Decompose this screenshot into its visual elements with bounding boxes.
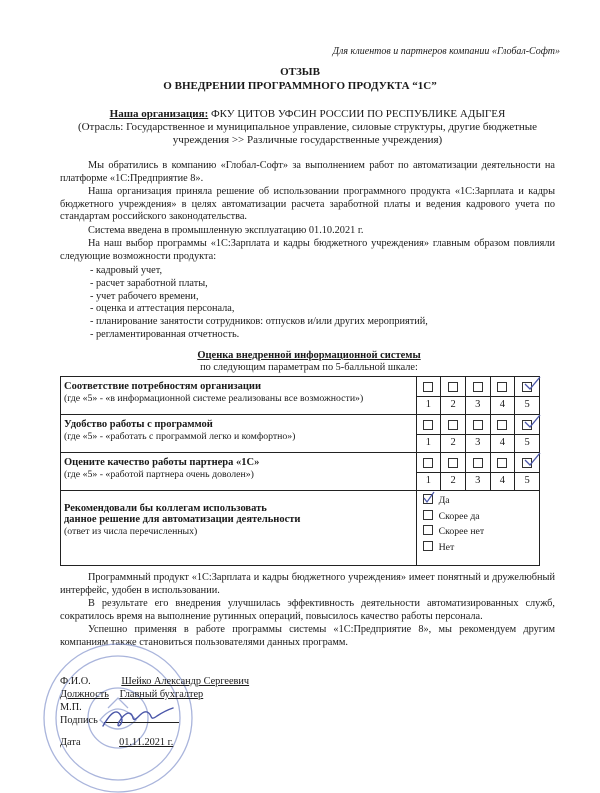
table-row bbox=[61, 415, 540, 453]
position-value: Главный бухгалтер bbox=[119, 689, 204, 700]
intro-paragraph-1: Мы обратились в компанию «Глобал-Софт» за выполнением работ по автоматизации деятельности на платформе «1С:Предприятие 8». bbox=[60, 160, 555, 184]
conclusion-paragraph-2: В результате его внедрения улучшилась эффективность деятельности автоматизированных служб, сократилось время на выполнение рутинных операций, повысилось качество работы персонала. bbox=[60, 598, 555, 622]
intro-paragraph-4: На наш выбор программы «1С:Зарплата и кадры бюджетного учреждения» главным образом повлияли следующие возможности продукта: bbox=[60, 238, 555, 262]
evaluation-table bbox=[60, 376, 540, 566]
features-list bbox=[90, 265, 428, 342]
score-cell bbox=[416, 377, 441, 415]
score-cell bbox=[465, 453, 490, 491]
handwritten-signature bbox=[95, 700, 185, 735]
list-item: - оценка и аттестация персонала, bbox=[90, 303, 235, 315]
score-number: 1 bbox=[417, 434, 441, 450]
score-checkbox[interactable] bbox=[497, 458, 507, 468]
criterion-title: Соответствие потребностям организации bbox=[64, 381, 262, 392]
score-number: 3 bbox=[466, 434, 490, 450]
score-checkbox[interactable] bbox=[423, 458, 433, 468]
criterion-hint: (где «5» - «в информационной системе реализованы все возможности») bbox=[64, 393, 364, 404]
fio-label: Ф.И.О. bbox=[60, 676, 91, 687]
criterion-hint: (где «5» - «работой партнера очень доволен») bbox=[64, 469, 254, 480]
recommend-question-cell bbox=[61, 491, 417, 566]
score-number: 1 bbox=[417, 472, 441, 488]
recommend-title-2: данное решение для автоматизации деятельности bbox=[64, 514, 301, 525]
score-cell bbox=[490, 415, 515, 453]
list-item: - учет рабочего времени, bbox=[90, 290, 199, 302]
criterion-title: Оцените качество работы партнера «1С» bbox=[64, 457, 260, 468]
fio-line bbox=[60, 676, 249, 687]
option-checkbox[interactable] bbox=[423, 525, 433, 535]
score-cell bbox=[465, 415, 490, 453]
score-number: 4 bbox=[491, 472, 515, 488]
organization-name: ФКУ ЦИТОВ УФСИН РОССИИ ПО РЕСПУБЛИКЕ АДЫГЕЯ bbox=[210, 108, 506, 120]
document-title: ОТЗЫВ bbox=[280, 66, 320, 78]
list-item: - расчет заработной платы, bbox=[90, 277, 208, 289]
recommend-option[interactable] bbox=[423, 493, 539, 509]
recommend-hint: (ответ из числа перечисленных) bbox=[64, 526, 198, 537]
score-cell bbox=[515, 453, 540, 491]
table-row bbox=[61, 377, 540, 415]
check-mark-icon bbox=[522, 450, 542, 470]
score-number: 4 bbox=[491, 434, 515, 450]
score-number: 1 bbox=[417, 396, 441, 412]
check-mark-icon bbox=[522, 374, 542, 394]
criterion-cell bbox=[61, 453, 417, 491]
date-line bbox=[60, 737, 173, 748]
recommend-options-cell bbox=[416, 491, 539, 566]
evaluation-title: Оценка внедренной информационной системы bbox=[197, 350, 421, 361]
score-number: 5 bbox=[515, 472, 539, 488]
score-cell bbox=[515, 415, 540, 453]
option-checkbox[interactable] bbox=[423, 510, 433, 520]
organization-industry-1: (Отрасль: Государственное и муниципальное управление, силовые структуры, другие бюджетные bbox=[77, 121, 538, 133]
option-label: Скорее да bbox=[438, 510, 480, 522]
score-number: 2 bbox=[441, 434, 465, 450]
list-item: - кадровый учет, bbox=[90, 265, 163, 276]
date-value: 01.11.2021 г. bbox=[119, 737, 174, 748]
score-checkbox[interactable] bbox=[448, 458, 458, 468]
document-subtitle: О ВНЕДРЕНИИ ПРОГРАММНОГО ПРОДУКТА “1С” bbox=[163, 80, 437, 92]
score-checkbox[interactable] bbox=[473, 382, 483, 392]
organization-label: Наша организация: bbox=[109, 108, 209, 120]
score-cell bbox=[441, 415, 466, 453]
score-number: 5 bbox=[515, 434, 539, 450]
mp-label: М.П. bbox=[60, 702, 82, 713]
score-cell bbox=[416, 415, 441, 453]
option-checkbox[interactable] bbox=[423, 541, 433, 551]
option-label: Скорее нет bbox=[438, 526, 485, 537]
option-label: Да bbox=[438, 495, 450, 506]
table-row bbox=[61, 453, 540, 491]
score-checkbox[interactable] bbox=[448, 382, 458, 392]
score-number: 2 bbox=[441, 396, 465, 412]
score-checkbox[interactable] bbox=[423, 420, 433, 430]
recommend-option[interactable] bbox=[423, 509, 539, 525]
score-number: 3 bbox=[466, 472, 490, 488]
score-checkbox[interactable] bbox=[448, 420, 458, 430]
score-checkbox[interactable] bbox=[473, 458, 483, 468]
organization-industry-2: учреждения >> Различные государственные учреждения) bbox=[172, 134, 443, 146]
table-row bbox=[61, 491, 540, 566]
score-cell bbox=[490, 453, 515, 491]
recommend-option[interactable] bbox=[423, 540, 539, 556]
option-label: Нет bbox=[438, 541, 455, 553]
criterion-title: Удобство работы с программой bbox=[64, 419, 213, 430]
intro-paragraph-2: Наша организация приняла решение об использовании программного продукта «1С:Зарплата и кадры бюджетного учреждения» в целях автоматизации расчета заработной платы и ведения кадрового учета по стандартам российского законодательства. bbox=[60, 186, 555, 222]
fio-value: Шейко Александр Сергеевич bbox=[121, 676, 250, 687]
recommend-title-1: Рекомендовали бы коллегам использовать bbox=[64, 503, 267, 514]
score-checkbox[interactable] bbox=[497, 382, 507, 392]
check-mark-icon bbox=[422, 491, 436, 505]
criterion-cell bbox=[61, 415, 417, 453]
score-cell bbox=[441, 453, 466, 491]
header-note: Для клиентов и партнеров компании «Глобал-Софт» bbox=[332, 46, 560, 57]
score-number: 5 bbox=[515, 396, 539, 412]
evaluation-subtitle: по следующим параметрам по 5-балльной шкале: bbox=[200, 362, 418, 373]
mp-line bbox=[60, 702, 82, 713]
score-number: 4 bbox=[491, 396, 515, 412]
date-label: Дата bbox=[60, 737, 81, 748]
score-checkbox[interactable] bbox=[497, 420, 507, 430]
score-cell bbox=[441, 377, 466, 415]
score-checkbox[interactable] bbox=[473, 420, 483, 430]
score-checkbox[interactable] bbox=[423, 382, 433, 392]
position-line bbox=[60, 689, 203, 700]
intro-paragraph-3: Система введена в промышленную эксплуатацию 01.10.2021 г. bbox=[88, 225, 364, 236]
organization-block bbox=[60, 108, 555, 147]
sign-label: Подпись bbox=[60, 715, 98, 726]
check-mark-icon bbox=[522, 412, 542, 432]
score-cell bbox=[416, 453, 441, 491]
score-number: 3 bbox=[466, 396, 490, 412]
conclusion-paragraph-1: Программный продукт «1С:Зарплата и кадры бюджетного учреждения» имеет понятный и дружелюбный интерфейс, удобен в использовании. bbox=[60, 572, 555, 596]
conclusion-paragraph-3: Успешно применяя в работе программы системы «1С:Предприятие 8», мы рекомендуем другим компаниям также становиться пользователями данных программ. bbox=[60, 624, 555, 648]
list-item: - планирование занятости сотрудников: отпусков и/или других мероприятий, bbox=[90, 316, 428, 328]
score-cell bbox=[490, 377, 515, 415]
position-label: Должность bbox=[60, 689, 109, 700]
criterion-cell bbox=[61, 377, 417, 415]
score-cell bbox=[465, 377, 490, 415]
list-item: - регламентированная отчетность. bbox=[90, 328, 240, 340]
criterion-hint: (где «5» - «работать с программой легко и комфортно») bbox=[64, 431, 296, 442]
recommend-option[interactable] bbox=[423, 524, 539, 540]
score-number: 2 bbox=[441, 472, 465, 488]
score-cell bbox=[515, 377, 540, 415]
